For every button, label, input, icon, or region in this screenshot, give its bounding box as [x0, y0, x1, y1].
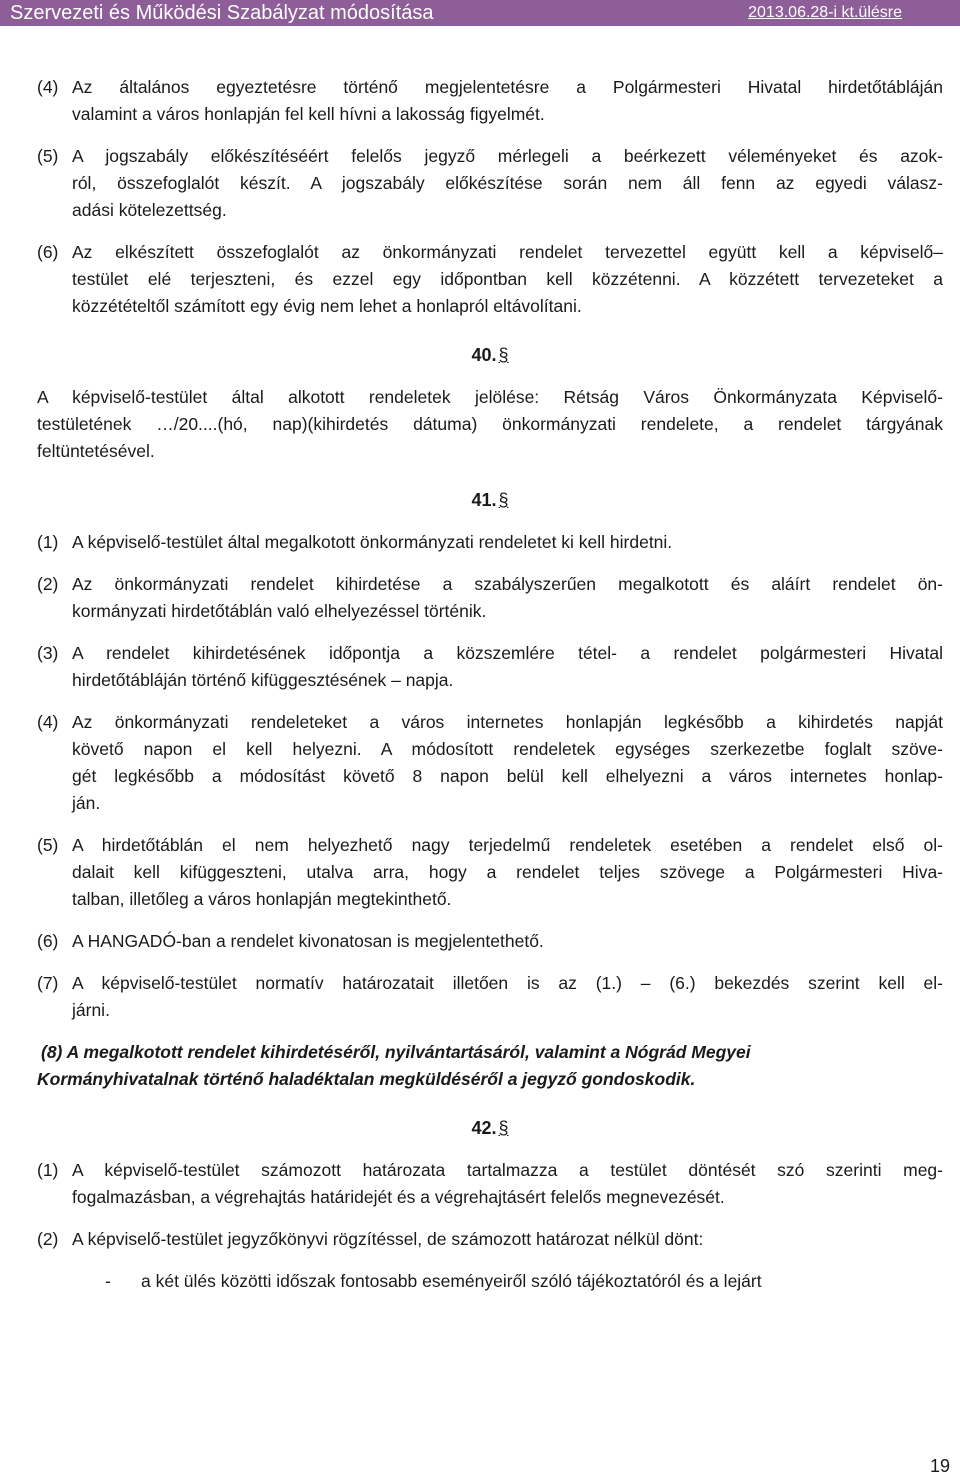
paragraph-number: (2): [37, 1229, 59, 1249]
section-heading-41: [37, 487, 943, 514]
text-line: A jogszabály előkészítéséért felelős jegyző mérlegeli a beérkezett véleményeket és azok-: [72, 146, 943, 166]
paragraph-number: (7): [37, 973, 59, 993]
document-body: [37, 74, 943, 1310]
paragraph-number: (4): [37, 77, 59, 97]
text-line: (8) A megalkotott rendelet kihirdetéséről, nyilvántartásáról, valamint a Nógrád Megyei: [41, 1042, 751, 1062]
page-number: 19: [929, 1456, 950, 1476]
text-line: követő napon el kell helyezni. A módosított rendeletek egységes szerkezetbe foglalt szöve-: [72, 739, 943, 759]
paragraph-text: [72, 143, 943, 224]
paragraph-39-4: [37, 74, 943, 128]
text-line: A képviselő-testület által megalkotott önkormányzati rendeletet ki kell hirdetni.: [72, 532, 673, 552]
paragraph-41-1: [37, 529, 943, 556]
paragraph-number: (1): [37, 1160, 59, 1180]
document-header: [0, 0, 960, 26]
text-line: kormányzati hirdetőtáblán való elhelyezéssel történik.: [72, 601, 487, 621]
paragraph-41-3: [37, 640, 943, 694]
paragraph-text: [72, 529, 943, 556]
text-line: A képviselő-testület számozott határozata tartalmazza a testület döntését szó szerinti meg-: [72, 1160, 943, 1180]
text-line: Az elkészített összefoglalót az önkormányzati rendelet tervezettel együtt kell a képviselő–: [72, 242, 943, 262]
paragraph-42-1: [37, 1157, 943, 1211]
text-line: A hirdetőtáblán el nem helyezhető nagy terjedelmű rendeletek esetében a rendelet első ol-: [72, 835, 943, 855]
text-line: testületének …/20....(hó, nap)(kihirdetés dátuma) önkormányzati rendelete, a rendelet tárgyának: [37, 414, 943, 434]
paragraph-39-6: [37, 239, 943, 320]
text-line: talban, illetőleg a város honlapján megtekinthető.: [72, 889, 452, 909]
paragraph-number: (5): [37, 146, 59, 166]
paragraph-number: (2): [37, 574, 59, 594]
paragraph-text: [72, 640, 943, 694]
text-line: valamint a város honlapján fel kell hívni a lakosság figyelmét.: [72, 104, 545, 124]
text-line: Az általános egyeztetésre történő megjelentetésre a Polgármesteri Hivatal hirdetőtábláján: [72, 77, 943, 97]
text-line: közzétételtől számított egy évig nem lehet a honlapról eltávolítani.: [72, 296, 582, 316]
paragraph-text: [72, 74, 943, 128]
paragraph-41-6: [37, 928, 943, 955]
header-title: Szervezeti és Működési Szabályzat módosítása: [10, 2, 434, 24]
text-line: Az önkormányzati rendelet kihirdetése a szabályszerűen megalkotott és aláírt rendelet ön-: [72, 574, 943, 594]
text-line: Az önkormányzati rendeleteket a város internetes honlapján legkésőbb a kihirdetés napját: [72, 712, 943, 732]
paragraph-number: (4): [37, 712, 59, 732]
paragraph-39-5: [37, 143, 943, 224]
section-sign: §: [498, 1118, 509, 1138]
text-line: A HANGADÓ-ban a rendelet kivonatosan is megjelentethető.: [72, 931, 544, 951]
paragraph-number: (5): [37, 835, 59, 855]
text-line: fogalmazásban, a végrehajtás határidejét és a végrehajtásért felelős megnevezését.: [72, 1187, 725, 1207]
section-number: 40.: [471, 345, 497, 365]
section-heading-40: [37, 342, 943, 369]
text-line: dalait kell kifüggeszteni, utalva arra, hogy a rendelet teljes szövege a Polgármesteri Hiva-: [72, 862, 943, 882]
paragraph-41-8-bold: [37, 1039, 943, 1093]
text-line: A rendelet kihirdetésének időpontja a közszemlére tétel- a rendelet polgármesteri Hivatal: [72, 643, 943, 663]
text-line: ról, összefoglalót készít. A jogszabály előkészítése során nem áll fenn az egyedi válasz-: [72, 173, 943, 193]
dash-list-item: [105, 1268, 943, 1295]
paragraph-41-2: [37, 571, 943, 625]
section-sign: §: [498, 345, 509, 365]
paragraph-text: [72, 1226, 943, 1253]
dash-bullet: -: [105, 1271, 111, 1291]
section-40-text: [37, 384, 943, 465]
text-line: adási kötelezettség.: [72, 200, 227, 220]
paragraph-text: [72, 1157, 943, 1211]
paragraph-text: [72, 709, 943, 817]
text-line: A képviselő-testület által alkotott rendeletek jelölése: Rétság Város Önkormányzata Képviselő-: [37, 387, 943, 407]
text-line: ján.: [72, 793, 101, 813]
section-number: 41.: [471, 490, 497, 510]
paragraph-text: [72, 970, 943, 1024]
paragraph-42-2: [37, 1226, 943, 1253]
paragraph-text: [72, 832, 943, 913]
paragraph-41-5: [37, 832, 943, 913]
text-line: Kormányhivatalnak történő haladéktalan megküldéséről a jegyző gondoskodik.: [37, 1069, 696, 1089]
text-line: hirdetőtábláján történő kifüggesztésének – napja.: [72, 670, 454, 690]
paragraph-text: [72, 239, 943, 320]
paragraph-number: (1): [37, 532, 59, 552]
text-line: A képviselő-testület normatív határozatait illetően is az (1.) – (6.) bekezdés szerint kell el-: [72, 973, 943, 993]
text-line: A képviselő-testület jegyzőkönyvi rögzítéssel, de számozott határozat nélkül dönt:: [72, 1229, 704, 1249]
list-item-text: [141, 1268, 943, 1295]
text-line: gét legkésőbb a módosítást követő 8 napon belül kell elhelyezni a város internetes honlap-: [72, 766, 943, 786]
paragraph-number: (3): [37, 643, 59, 663]
section-heading-42: [37, 1115, 943, 1142]
header-date-note: 2013.06.28-i kt.ülésre: [748, 4, 902, 21]
paragraph-41-4: [37, 709, 943, 817]
section-sign: §: [498, 490, 509, 510]
text-line: járni.: [72, 1000, 110, 1020]
text-line: feltüntetésével.: [37, 441, 155, 461]
paragraph-text: [72, 928, 943, 955]
text-line: a két ülés közötti időszak fontosabb eseményeiről szóló tájékoztatóról és a lejárt: [141, 1271, 762, 1291]
paragraph-41-7: [37, 970, 943, 1024]
section-number: 42.: [471, 1118, 497, 1138]
text-line: testület elé terjeszteni, és ezzel egy időpontban kell közzétenni. A közzétett tervezeteket a: [72, 269, 943, 289]
paragraph-text: [72, 571, 943, 625]
paragraph-number: (6): [37, 931, 59, 951]
paragraph-number: (6): [37, 242, 59, 262]
